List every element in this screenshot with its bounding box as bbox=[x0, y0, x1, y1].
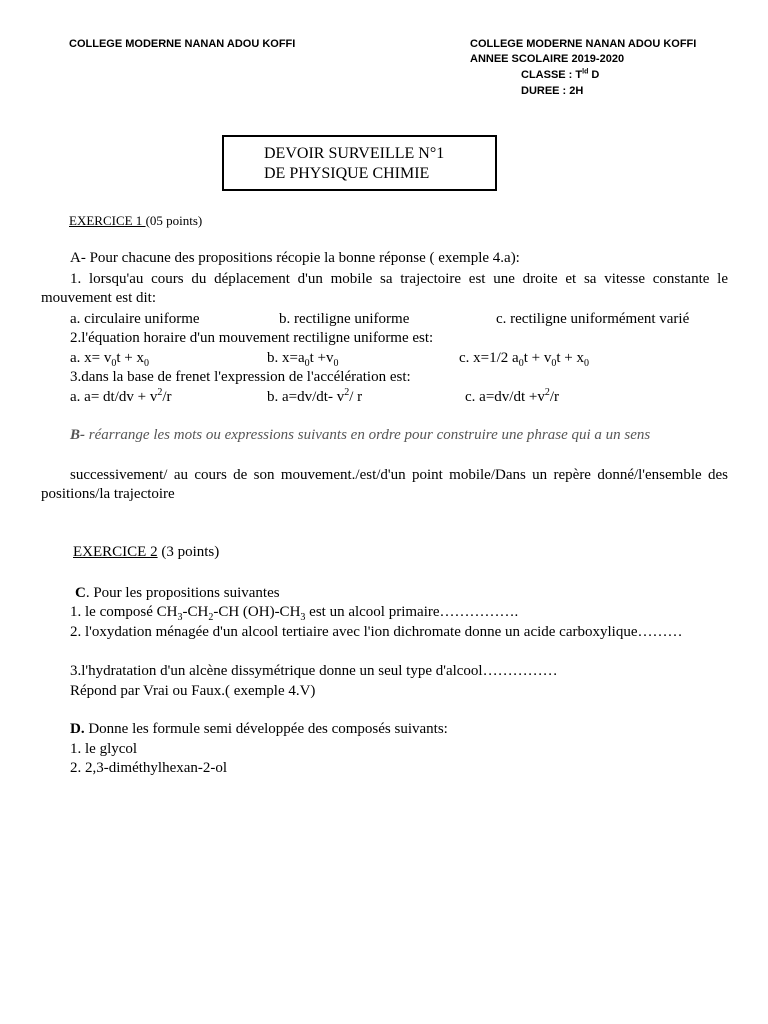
question-3: 3.dans la base de frenet l'expression de l'accélération est: bbox=[70, 369, 411, 385]
part-c-q1-suffix: est un alcool primaire……………. bbox=[305, 604, 519, 620]
class-suffix: D bbox=[588, 69, 600, 81]
class-info bbox=[521, 69, 599, 81]
part-c-question-1: 1. le composé $CH_3-CH_2-CH$ $(OH)-CH_3$ est un alcool primaire……………. bbox=[70, 604, 519, 623]
option-3b: b. a=dv/dt- $v^2/$ r bbox=[267, 387, 363, 405]
part-b-label: B- bbox=[70, 427, 85, 443]
option-3c: c. $a=dv/dt +v^2/r$ bbox=[465, 387, 559, 405]
part-c-text: . Pour les propositions suivantes bbox=[85, 585, 280, 601]
class-sup: ld bbox=[582, 68, 589, 76]
title-box bbox=[222, 135, 497, 191]
exercise-1-title: EXERCICE 1 bbox=[69, 213, 146, 228]
part-b-words: successivement/ au cours de son mouvement./est/d'un point mobile/Dans un repère donné/l'ensemble des positions/la trajectoire bbox=[41, 467, 728, 502]
option-1a: a. circulaire uniforme bbox=[70, 311, 200, 327]
option-1b: b. rectiligne uniforme bbox=[279, 311, 410, 327]
option-2b: b. $x=a_0t +v_0$ bbox=[267, 350, 339, 369]
part-c-question-2: 2. l'oxydation ménagée d'un alcool tertiaire avec l'ion dichromate donne un acide carboxylique……… bbox=[70, 624, 683, 640]
title-line-1: DEVOIR SURVEILLE N°1 bbox=[264, 145, 445, 162]
class-label: CLASSE : T bbox=[521, 69, 583, 81]
exercise-1-heading bbox=[69, 213, 202, 229]
part-d-item-2: 2. 2,3-diméthylhexan-2-ol bbox=[70, 760, 228, 776]
part-b-instruction bbox=[41, 426, 728, 445]
exercise-2-title: EXERCICE 2 bbox=[73, 544, 158, 560]
part-a-intro: A- Pour chacune des propositions récopie la bonne réponse ( exemple 4.a): bbox=[70, 250, 520, 266]
part-b-text: réarrange les mots ou expressions suivants en ordre pour construire une phrase qui a un sens bbox=[85, 427, 651, 443]
exercise-2-heading bbox=[73, 544, 219, 561]
exercise-1-points: (05 points) bbox=[145, 213, 203, 228]
part-c-intro bbox=[75, 584, 733, 603]
option-2c: c. x=1/2 $a_0t + v_0t + x_0$ bbox=[459, 350, 589, 369]
exercise-2-points: (3 points) bbox=[157, 544, 220, 560]
part-c-instruction: Répond par Vrai ou Faux.( exemple 4.V) bbox=[70, 683, 316, 699]
option-1c: c. rectiligne uniformément varié bbox=[496, 311, 690, 327]
duration: DUREE : 2H bbox=[521, 85, 584, 97]
school-name-right: COLLEGE MODERNE NANAN ADOU KOFFI bbox=[470, 38, 697, 50]
question-2: 2.l'équation horaire d'un mouvement rectiligne uniforme est: bbox=[70, 330, 434, 346]
question-1: 1. lorsqu'au cours du déplacement d'un mobile sa trajectoire est une droite et sa vitesse constante le mouvement est dit: bbox=[41, 271, 728, 306]
school-year: ANNEE SCOLAIRE 2019-2020 bbox=[470, 53, 625, 65]
part-c-question-3: 3.l'hydratation d'un alcène dissymétrique donne un seul type d'alcool…………… bbox=[70, 663, 558, 679]
option-3a: a. $a= dt/dv + v^2/r$ bbox=[70, 387, 172, 405]
title-line-2: DE PHYSIQUE CHIMIE bbox=[264, 165, 430, 182]
part-d-label: D. bbox=[70, 721, 85, 737]
part-d-text: Donne les formule semi développée des composés suivants: bbox=[84, 721, 448, 737]
part-c-q1-prefix: 1. le composé CH bbox=[70, 604, 178, 620]
part-d-intro bbox=[70, 720, 728, 739]
part-d-item-1: 1. le glycol bbox=[70, 741, 138, 757]
option-2a: a. $x= v_0t + x_0$ bbox=[70, 350, 150, 369]
part-c-label: C bbox=[75, 585, 86, 601]
school-name-left: COLLEGE MODERNE NANAN ADOU KOFFI bbox=[69, 38, 296, 50]
